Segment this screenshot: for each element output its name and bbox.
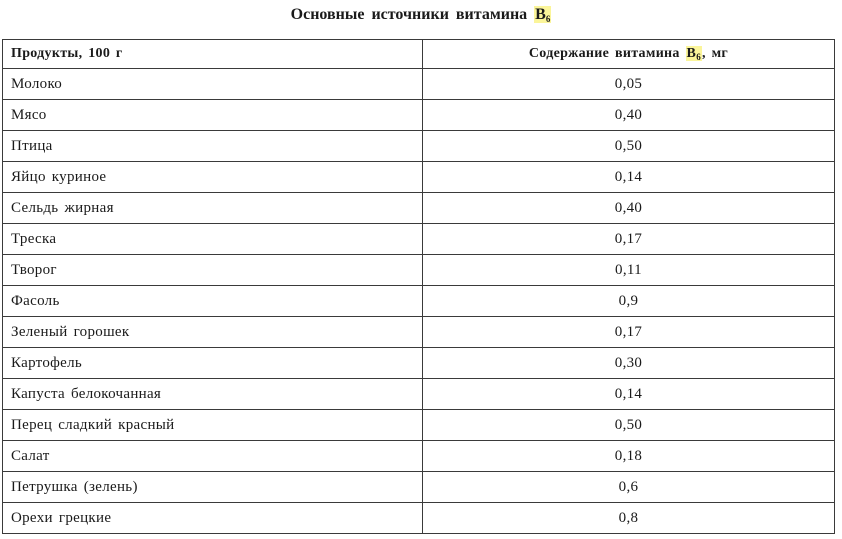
table-row [3,69,835,100]
product-cell: Сельдь жирная [3,193,423,224]
table-row [3,286,835,317]
header-content-suffix: , мг [702,46,729,61]
product-cell: Перец сладкий красный [3,410,423,441]
page-title [0,4,842,26]
value-cell: 0,40 [423,100,835,131]
table-row [3,131,835,162]
product-cell: Мясо [3,100,423,131]
value-cell: 0,14 [423,379,835,410]
value-cell: 0,8 [423,503,835,534]
value-cell: 0,14 [423,162,835,193]
table-body [3,69,835,534]
table-row [3,379,835,410]
table-header-row [3,40,835,69]
title-text: Основные источники витамина [290,6,528,23]
product-cell: Картофель [3,348,423,379]
table-row [3,441,835,472]
product-cell: Птица [3,131,423,162]
value-cell: 0,05 [423,69,835,100]
table-row [3,100,835,131]
header-content-prefix: Содержание витамина [528,46,680,61]
product-cell: Молоко [3,69,423,100]
table-row [3,224,835,255]
value-cell: 0,17 [423,224,835,255]
product-cell: Салат [3,441,423,472]
value-cell: 0,17 [423,317,835,348]
title-vitamin-highlight [534,6,551,23]
table-row [3,255,835,286]
header-vitamin-letter: B [686,46,697,61]
value-cell: 0,6 [423,472,835,503]
header-vitamin-subscript: 6 [696,52,701,62]
product-cell: Петрушка (зелень) [3,472,423,503]
product-cell: Капуста белокочанная [3,379,423,410]
table-row [3,410,835,441]
table-row [3,348,835,379]
table-row [3,162,835,193]
product-cell: Фасоль [3,286,423,317]
value-cell: 0,50 [423,131,835,162]
header-vitamin-highlight [686,46,702,61]
product-cell: Треска [3,224,423,255]
table-row [3,503,835,534]
title-vitamin-subscript: 6 [545,14,551,24]
header-content [423,40,835,69]
table-row [3,472,835,503]
value-cell: 0,40 [423,193,835,224]
value-cell: 0,9 [423,286,835,317]
table-row [3,317,835,348]
value-cell: 0,50 [423,410,835,441]
header-products: Продукты, 100 г [3,40,423,69]
value-cell: 0,18 [423,441,835,472]
value-cell: 0,30 [423,348,835,379]
product-cell: Яйцо куриное [3,162,423,193]
product-cell: Зеленый горошек [3,317,423,348]
table-row [3,193,835,224]
product-cell: Орехи грецкие [3,503,423,534]
vitamin-table [2,39,835,534]
value-cell: 0,11 [423,255,835,286]
product-cell: Творог [3,255,423,286]
title-vitamin-letter: B [535,6,546,23]
